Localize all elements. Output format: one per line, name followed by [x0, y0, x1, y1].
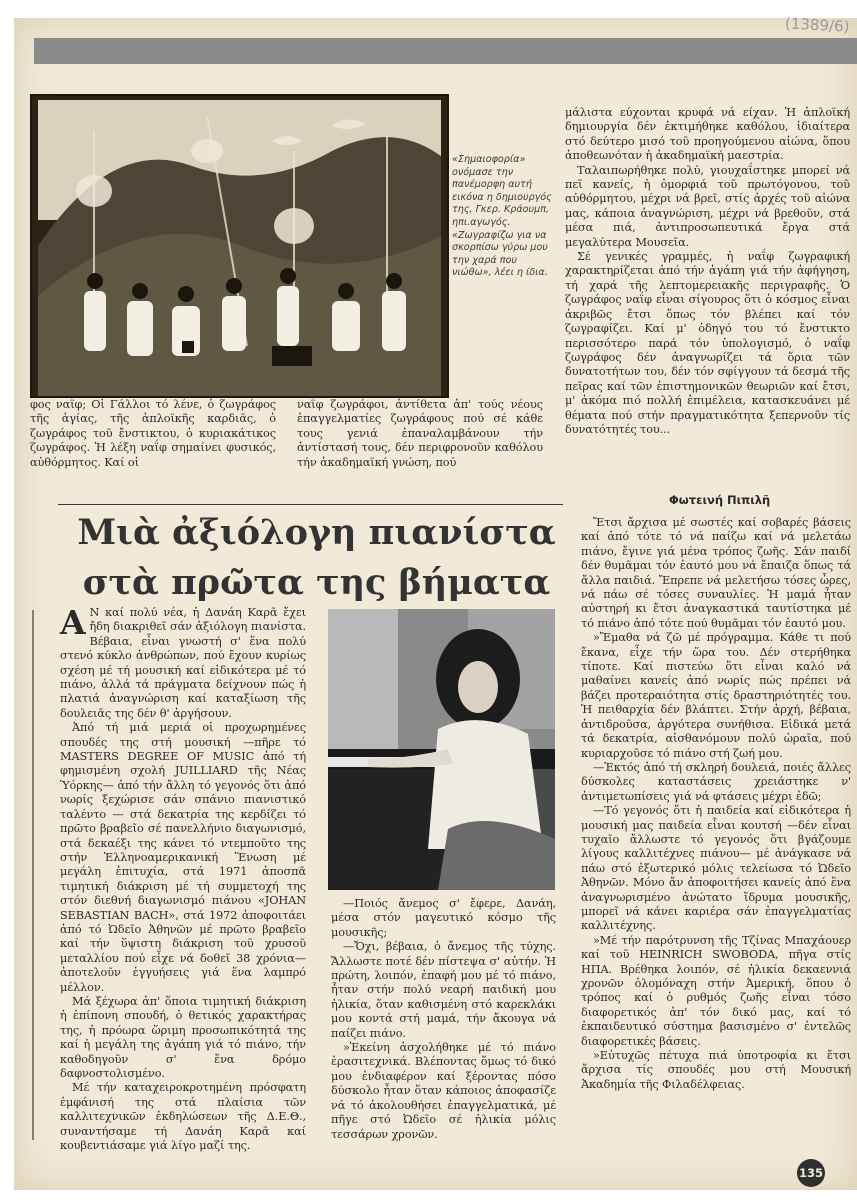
drop-cap: Α — [60, 603, 86, 642]
left-article-column — [60, 603, 306, 1153]
article-headline — [74, 508, 559, 608]
paragraph: Ἔτσι ἄρχισα μέ σωστές καί σοβαρές βάσεις καί ἀπό τότε τό νά παίζω καί νά μελετάω πιάνο, ἔγινε γιά μένα τρόπος ζωῆς. Σάν παιδί δέν θυμᾶμαι τόν ἑαυτό μου νά ἔπαιζα ὅπως τά ἄλλα παιδιά. Ἔπρεπε νά μελετήσω τόσες ὧρες, νά πάω σέ τόσες συναυλίες. Ἡ μαμά ἦταν αὐστηρή κι ἔτσι ἀναγκαστικά ταυτίστηκα μέ τό πιάνο ἀπό τότε πού θυμᾶμαι τόν ἑαυτό μου. — [581, 516, 851, 630]
paragraph: —Ἐκτός ἀπό τή σκληρή δουλειά, ποιές ἄλλες δύσκολες καταστάσεις χρειάστηκε ν' ἀντιμετωπίσεις γιά νά φτάσεις μέχρι ἐδῶ; — [581, 760, 851, 803]
painting-image — [32, 96, 447, 396]
handwritten-note: (1389/6) — [784, 14, 850, 36]
paragraph: ναΐφ ζωγράφοι, ἀντίθετα ἀπ' τούς νέους ἐπαγγελματίες ζωγράφους πού σέ κάθε τους γενιά ἐπαναλαμβάνουν τήν ἀντίστασή τους, δέν περιφρονοῦν καθόλου τήν ἀκαδημαϊκή γνώση, πού — [297, 398, 543, 469]
paragraph: Μέ τήν καταχειροκροτημένη πρόσφατη ἐμφάνισή της στά πλαίσια τῶν καλλιτεχνικῶν ἐκδηλώσεων τῆς Δ.Ε.Θ., συναντήσαμε τή Δανάη Καρᾶ καί κουβεντιάσαμε γιά λίγο μαζί της. — [60, 1081, 306, 1153]
paragraph: —Ποιός ἄνεμος σ' ἔφερε, Δανάη, μέσα στόν μαγευτικό κόσμο τῆς μουσικῆς; — [331, 897, 556, 939]
bottom-strip-column-2 — [297, 398, 543, 470]
top-gray-band — [34, 38, 857, 64]
paragraph: Ἀπό τή μιά μεριά οἱ προχωρημένες σπουδές της στή μουσική —πῆρε τό MASTERS DEGREE OF MUSIC ἀπό τή φημισμένη σχολή JUILLIARD τῆς Νέας Ὑόρκης— ἀπό τήν ἄλλη τό γεγονός ὅτι ἀπό νωρίς ξεχώρισε σάν σπάνιο πιανιστικό ταλέντο — στά δεκατρία της κερδίζει τό πρῶτο βραβεῖο σέ πανελλήνιο διαγωνισμό, στά δεκαέξι της κάνει τό ντεμποῦτο της στήν Ἑλληνοαμερικανική Ἕνωση μέ μεγάλη ἐπιτυχία, στά 1971 ἀποσπᾶ τιμητική διάκριση μέ τή συμμετοχή της στόν διεθνή διαγωνισμό πιάνου «JOHAN SEBASTIAN BACH», στά 1972 ἀποφοιτάει ἀπό τό Ὠδεῖο Ἀθηνῶν μέ πρῶτο βραβεῖο καί τήν ὕψιστη διάκριση τοῦ χρυσοῦ μεταλλίου πού εἶχε νά δοθεῖ 38 χρόνια— ἀποτελοῦν ἐγγυήσεις γιά ἕνα λαμπρό μέλλον. — [60, 721, 306, 994]
author-byline: Φωτεινή Πιπιλῆ — [669, 493, 771, 507]
lead-paragraph: Α Ν καί πολύ νέα, ἡ Δανάη Καρᾶ ἔχει ἤδη διακριθεῖ σάν ἀξιόλογη πιανίστα. Βέβαια, εἶναι γνωστή σ' ἕνα πολύ στενό κύκλο ἀνθρώπων, πού ἔχουν κυρίως σχέση μέ τή μουσική καί εἰδικότερα μέ τό πιάνο, ἀλλά τά πράγματα δείχνουν πώς ἡ πλατιά ἀναγνώριση καί καταξίωση τῆς δουλειᾶς της δέν θ' ἀργήσουν. — [60, 603, 306, 720]
right-article-column — [581, 516, 851, 1092]
paragraph: »Εὐτυχῶς πέτυχα πιά ὑποτροφία κι ἔτσι ἄρχισα τίς σπουδές μου στή Μουσική Ἀκαδημία τῆς Φιλαδέλφειας. — [581, 1049, 851, 1091]
top-right-article-column — [565, 106, 850, 437]
paragraph: »Μέ τήν παρότρυνση τῆς Τζίνας Μπαχάουερ καί τοῦ HEINRICH SWOBODA, πῆγα στίς ΗΠΑ. Βρέθηκα λοιπόν, σέ ἡλικία δεκαεννιά χρονῶν ὁλομόναχη στήν Ἀμερική, ὅπου ὁ τρόπος καί ὁ ρυθμός ζωῆς εἶναι τόσο διαφορετικός ἀπ' τόν δικό μας, καί τό ἐκπαιδευτικό σύστημα βασισμένο σ' ἐντελῶς διαφορετικές βάσεις. — [581, 933, 851, 1048]
pianist-photo — [328, 609, 555, 890]
paragraph: —Ὄχι, βέβαια, ὁ ἄνεμος τῆς τύχης. Ἄλλωστε ποτέ δέν πίστεψα σ' αὐτήν. Ἡ πρώτη, λοιπόν, ἐπαφή μου μέ τό πιάνο, ἦταν στήν πολύ νεαρή παιδική μου ἡλικία, ὅταν καθισμένη στό καρεκλάκι μου κοντά στή μαμά, τήν ἄκουγα νά παίζει πιάνο. — [331, 940, 556, 1040]
middle-article-column — [331, 897, 556, 1142]
paragraph: Σέ γενικές γραμμές, ἡ ναΐφ ζωγραφική χαρακτηρίζεται ἀπό τήν ἀγάπη γιά τήν ἀφήγηση, τή χαρά τῆς λεπτομερειακῆς περιγραφῆς. Ὁ ζωγράφος ναΐφ εἶναι σίγουρος ὅτι ὁ κόσμος εἶναι ἀκριβῶς ἔτσι ὅπως τόν βλέπει καί τόν ζωγραφίζει. Καί μ' ὁδηγό του τό ἔνστικτο περισσότερο παρά τόν ὑπολογισμό, ὁ ναΐφ ζωγράφος δέν ἀναγνωρίζει τά ὅρια τῶν δυνατοτήτων του, δέν τόν σφίγγουν τά δεσμά τῆς πεῖρας καί τῶν ἐπιστημονικῶν θεωριῶν καί ἔτσι, μ' ἀκόμα πιό πολλή ἐπιμέλεια, κατασκευάνει μέ θέματα πού στήν πραγματικότητα ξεπερνοῦν τίς δυνατότητές του... — [565, 250, 850, 436]
page-number: 135 — [797, 1159, 825, 1187]
illustration-caption: «Σημαιοφορία» ονόμασε την πανέμορφη αυτή εικόνα η δημιουργός της, Γκερ. Κράουμπ, ηπι.αγωγός. «Ζωγραφίζω για να σκορπίσω γύρω μου την χαρά που νιώθω», λέει η ίδια. — [452, 154, 552, 279]
bottom-strip-column-1 — [30, 398, 276, 470]
naive-painting-illustration — [30, 94, 449, 398]
left-margin-rule — [32, 610, 34, 1140]
paragraph: μάλιστα εύχονται κρυφά νά είχαν. Ἡ ἀπλοϊκή δημιουργία δέν ἐκτιμήθηκε καθόλου, ἰδιαίτερα στό δεύτερο μισό τοῦ προηγούμενου αἰώνα, ὅπου ἀποθεωνόταν ἡ ἀκαδημαϊκή μαεστρία. — [565, 106, 850, 163]
paragraph: Μά ξέχωρα ἀπ' ὅποια τιμητική διάκριση ἡ ἐπίπονη σπουδή, ὁ θετικός χαρακτήρας της, ἡ πρόωρα ὥριμη προσωπικότητά της καί ἡ μεγάλη της ἀγάπη γιά τό πιάνο, τήν καθοδηγοῦν σ' ἕνα δρόμο δαφνοστολισμένο. — [60, 994, 306, 1080]
paragraph: Ταλαιπωρήθηκε πολύ, γιουχαΐστηκε μπορεί νά πεῖ κανείς, ἡ ὀμορφιά τοῦ πρωτόγονου, τοῦ αὐθόρμητου, μέχρι νά βρεῖ, στίς ἀρχές τοῦ αἰώνα μας, κάποια ἀναγνώριση, μέχρι νά βρεθοῦν, στά μέσα πιά, ἀντιπροσωπευτικά ἔργα στά μεγαλύτερα Μουσεῖα. — [565, 163, 850, 249]
section-divider — [58, 504, 563, 505]
newspaper-page — [14, 14, 857, 1190]
paragraph: φος ναΐφ; Οἱ Γάλλοι τό λένε, ὁ ζωγράφος τῆς ἁγίας, τῆς ἁπλοϊκῆς καρδιᾶς, ὁ ζωγράφος τοῦ ἔνστικτου, ὁ κυριακάτικος ζωγράφος. Ἡ λέξη ναΐφ σημαίνει φυσικός, αὐθόρμητος. Καί οἱ — [30, 398, 276, 469]
headline-line-1: Μιὰ ἀξιόλογη πιανίστα — [77, 512, 556, 553]
paragraph: »Ἔμαθα νά ζῶ μέ πρόγραμμα. Κάθε τι πού ἔκανα, εἶχε τήν ὥρα του. Δέν στερήθηκα τίποτε. Καί πιστεύω ὅτι εἶναι καλό νά μαθαίνει κανείς ἀπό νωρίς πώς πρέπει νά βάζει προτεραιότητα στίς δραστηριότητές του. Ἡ πειθαρχία δέν βλάπτει. Στήν ἀρχή, βέβαια, ἀντιδροῦσα, ἀργότερα συνήθισα. Εἰδικά μετά τά δεκατρία, αἰσθανόμουν πολύ ὡραῖα, πού κυριαρχοῦσε τό πιάνο στή ζωή μου. — [581, 631, 851, 760]
paragraph: —Τό γεγονός ὅτι ἡ παιδεία καί εἰδικότερα ἡ μουσική μας παιδεία εἶναι κουτσή —δέν εἶναι τυχαῖο ἄλλωστε τό γεγονός ὅτι βγάζουμε λίγους καλλιτέχνες πιάνου— μέ ἀνάγκασε νά πάω στό ἐξωτερικό μόλις τελείωσα τό Ὠδεῖο Ἀθηνῶν. Μόνο ἄν ἀποφοιτήσει κανείς ἀπό ἕνα ἀναγνωρισμένο ἀνώτατο ἵδρυμα μουσικῆς, μπορεῖ νά κάνει καριέρα σάν ἐπαγγελματίας καλλιτέχνης. — [581, 804, 851, 933]
paragraph: »Ἐκείνη ἀσχολήθηκε μέ τό πιάνο ἐρασιτεχνικά. Βλέποντας ὅμως τό δικό μου ἐνδιαφέρον καί ξέροντας πόσο δύσκολο ἦταν ὅταν κάποιος ἀποφασίζε νά τό ἀκολουθήσει ἐπαγγελματικά, μέ πῆγε στό Ὠδεῖο σέ ἡλικία μόλις τεσσάρων χρονῶν. — [331, 1041, 556, 1141]
photo-image — [328, 609, 555, 890]
headline-line-2: στὰ πρῶτα της βήματα — [82, 562, 551, 603]
